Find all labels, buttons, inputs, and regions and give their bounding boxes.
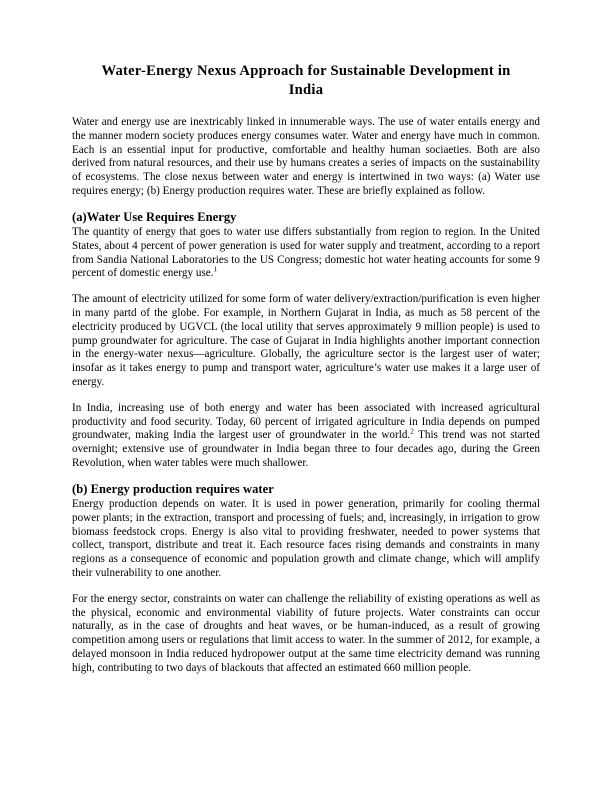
paragraph-text-cont: This trend was not started overnight; extensive use of groundwater in India began three to four decades ago, during the Green Revolution, when water tables were much shallower.: [72, 429, 540, 469]
page-title: Water-Energy Nexus Approach for Sustainable Development in India: [101, 63, 511, 98]
section-b-paragraph-1: [72, 498, 540, 581]
section-a-paragraph-3: [72, 402, 540, 471]
paragraph-text: The quantity of energy that goes to water use differs substantially from region to region. In the United States, about 4 percent of power generation is used for water supply and treatment, according to a report from Sandia National Laboratories to the US Congress; domestic hot water heating accounts for some 9 percent of domestic energy use.: [72, 225, 540, 280]
section-a-paragraph-2: [72, 293, 540, 390]
footnote-marker-2: 2: [410, 427, 414, 436]
footnote-marker-1: 1: [213, 265, 218, 274]
paragraph-text: The amount of electricity utilized for some form of water delivery/extraction/purification is even higher in many partd of the globe. For example, in Northern Gujarat in India, as much as 58 percent of the electricity produced by UGVCL (the local utility that serves approximately 9 million people) is used to pump groundwater for agriculture. The case of Gujarat in India highlights another important connection in the energy-water nexus—agriculture. Globally, the agriculture sector is the largest user of water; insofar as it takes energy to pump and transport water, agriculture’s water use makes it a large user of energy.: [72, 293, 540, 388]
section-a-paragraph-1: [72, 226, 540, 281]
paragraph-text: Energy production depends on water. It is used in power generation, primarily for cooling thermal power plants; in the extraction, transport and processing of fuels; and, increasingly, in irrigation to grow biomass feedstock crops. Energy is also vital to providing freshwater, needed to power systems that collect, transport, distribute and treat it. Each resource faces rising demands and constraints in many regions as a consequence of economic and population growth and climate change, which will amplify their vulnerability to one another.: [72, 497, 540, 579]
intro-paragraph: Water and energy use are inextricably linked in innumerable ways. The use of water entails energy and the manner modern society produces energy consumes water. Water and energy have much in common. Each is an essential input for productive, comfortable and healthy human sociaeties. Both are also derived from natural resources, and their use by humans creates a series of impacts on the sustainability of ecosystems. The close nexus between water and energy is intertwined in two ways: (a) Water use requires energy; (b) Energy production requires water. These are briefly explained as follow.: [72, 115, 540, 197]
section-b-paragraph-2: [72, 593, 540, 676]
section-heading-b: (b) Energy production requires water: [72, 481, 274, 496]
paragraph-text: For the energy sector, constraints on water can challenge the reliability of existing operations as well as the physical, economic and environmental viability of future projects. Water constraints can occur naturally, as in the case of droughts and heat waves, or be human-induced, as a result of growing competition among users or regulations that limit access to water. In the summer of 2012, for example, a delayed monsoon in India reduced hydropower output at the same time electricity demand was running high, contributing to two days of blackouts that affected an estimated 660 million people.: [72, 592, 540, 674]
paragraph-text: In India, increasing use of both energy and water has been associated with increased agricultural productivity and food security. Today, 60 percent of irrigated agriculture in India depends on pumped groundwater, making India the largest user of groundwater in the world.: [72, 401, 540, 442]
section-heading-a: (a)Water Use Requires Energy: [72, 209, 237, 224]
